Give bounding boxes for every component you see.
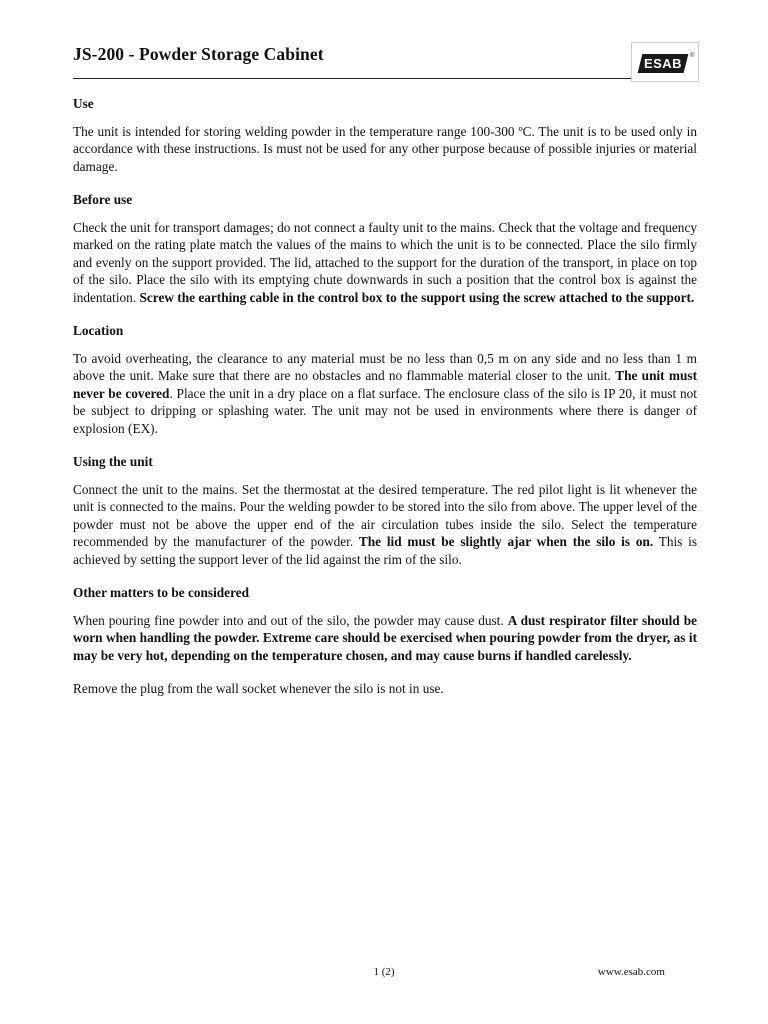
- esab-logo: [631, 42, 699, 82]
- location-warning: The unit must never be covered: [73, 368, 697, 401]
- before-use-warning: Screw the earthing cable in the control box to the support using the screw attached to the support.: [139, 289, 695, 305]
- registered-mark: ®: [690, 53, 695, 59]
- section-text-location: [73, 350, 697, 438]
- logo-text: ESAB: [643, 56, 683, 71]
- document-body: [73, 95, 697, 714]
- location-text-2: . Place the unit in a dry place on a flat surface. The enclosure class of the silo is IP 20, it must not be subject to dripping or splashing water. The unit may not be used in environments where there is danger of explosion (EX).: [73, 385, 698, 436]
- section-heading-location: Location: [73, 323, 124, 338]
- section-heading-use: Use: [73, 96, 94, 111]
- page-number: 1 (2): [373, 966, 395, 978]
- using-text-2: This is achieved by setting the support lever of the lid against the rim of the silo.: [73, 534, 697, 567]
- page-header: [73, 42, 698, 82]
- other-warning: A dust respirator filter should be worn when handling the powder. Extreme care should be exercised when pouring powder from the dryer, as it may be very hot, depending on the temperature chosen, and may cause burns if handled carelessly.: [73, 612, 697, 663]
- section-text-using: [73, 481, 697, 569]
- section-heading-using: Using the unit: [73, 454, 153, 469]
- section-heading-other: Other matters to be considered: [73, 585, 250, 600]
- section-text-other: [73, 612, 697, 665]
- section-text-before-use: [73, 219, 697, 307]
- footer-url: www.esab.com: [597, 966, 665, 978]
- location-text-1: To avoid overheating, the clearance to any material must be no less than 0,5 m on any side and no less than 1 m above the unit. Make sure that there are no obstacles and no flammable material closer to the unit.: [73, 350, 697, 383]
- using-warning: The lid must be slightly ajar when the silo is on.: [358, 534, 654, 549]
- before-use-text: Check the unit for transport damages; do not connect a faulty unit to the mains. Check that the voltage and frequency marked on the rating plate match the values of the mains to which the unit is to be connected. Place the silo firmly and evenly on the support provided. The lid, attached to the support for the duration of the transport, in place on top of the silo. Place the silo with its emptying chute downwards in such a position that the control box is against the indentation.: [73, 219, 697, 305]
- other-text: When pouring fine powder into and out of the silo, the powder may cause dust.: [73, 612, 508, 628]
- using-text-1: Connect the unit to the mains. Set the thermostat at the desired temperature. The red pilot light is lit whenever the unit is connected to the mains. Pour the welding powder to be stored into the silo from above. The upper level of the powder must not be above the upper end of the air circulation tubes inside the silo. Select the temperature recommended by the manufacturer of the powder.: [73, 481, 697, 549]
- document-title: JS-200 - Powder Storage Cabinet: [73, 44, 324, 64]
- section-heading-before-use: Before use: [73, 192, 133, 207]
- closing-instruction: Remove the plug from the wall socket whenever the silo is not in use.: [73, 681, 444, 696]
- section-text-use: The unit is intended for storing welding powder in the temperature range 100-300 ºC. The unit is to be used only in accordance with these instructions. Is must not be used for any other purpose because of possible injuries or material damage.: [73, 123, 697, 174]
- header-divider: [73, 78, 633, 79]
